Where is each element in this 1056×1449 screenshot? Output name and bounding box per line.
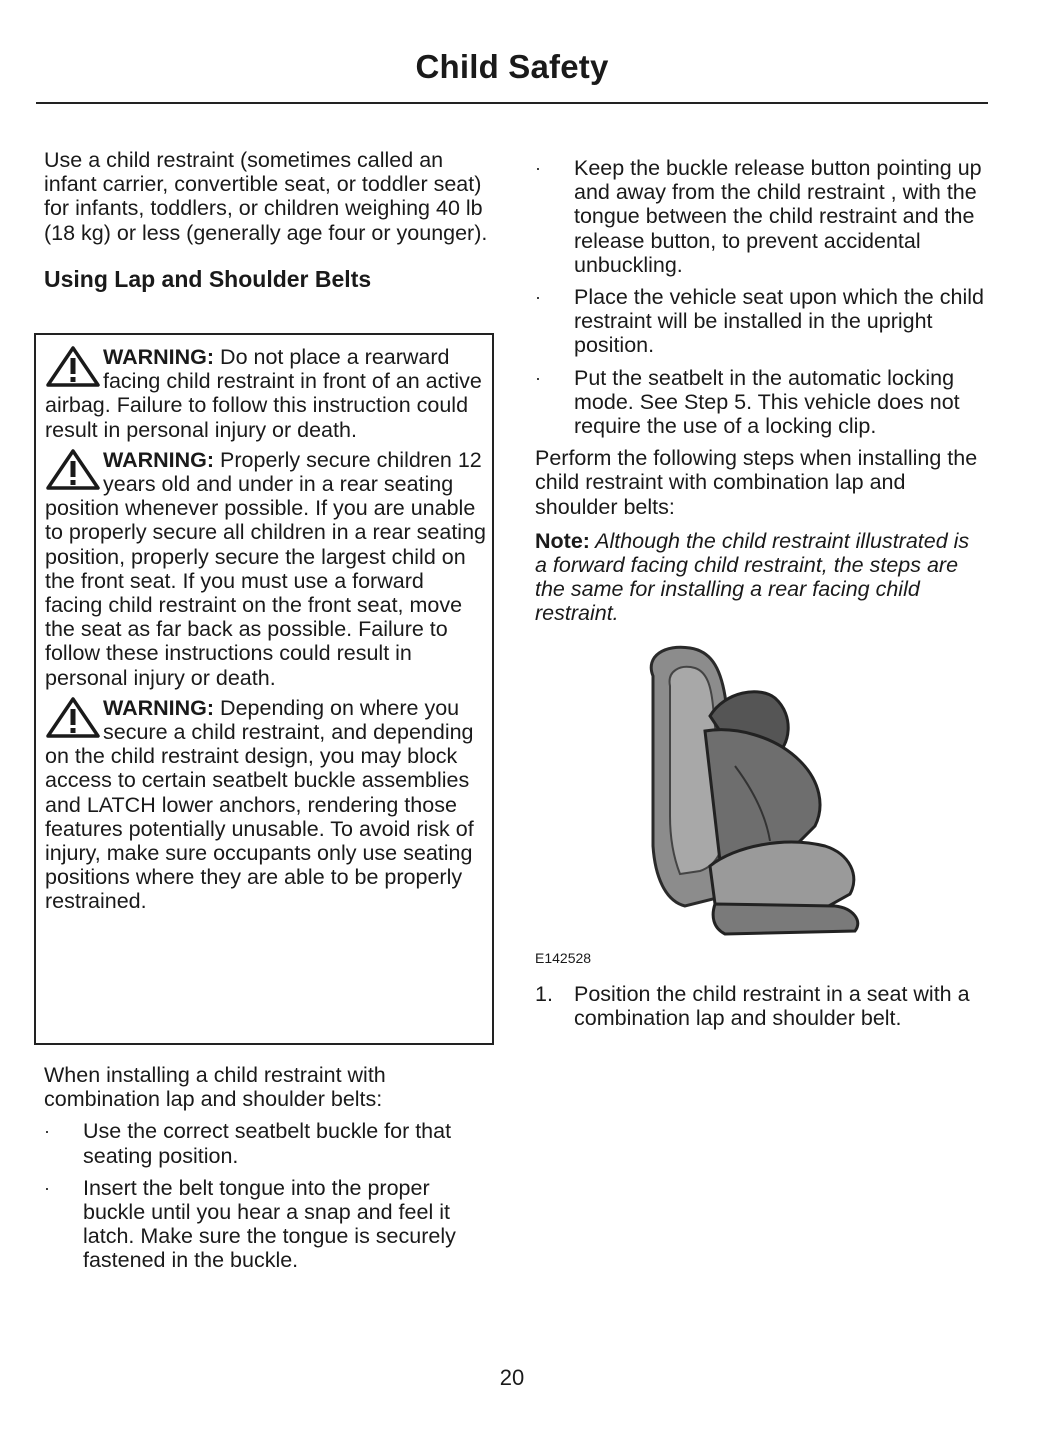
warning-text: Properly secure children 12 years old and under in a rear seating position whenever possible. If you are unable to properly secure all children in a rear seating position, properly secure the largest child on the front seat. If you must use a forward facing child restraint on the front seat, move the seat as far back as possible. Failure to follow these instructions could result in personal injury or death.: [45, 447, 486, 690]
bullet-dot: ·: [44, 1121, 50, 1142]
header-rule: [36, 102, 988, 104]
note-label: Note:: [535, 528, 590, 553]
warning-label: WARNING:: [103, 345, 215, 369]
step-number: 1.: [535, 981, 553, 1006]
install-intro: When installing a child restraint with combination lap and shoulder belts:: [44, 1063, 386, 1112]
install-bullet-list: [44, 1119, 494, 1272]
page-title: Child Safety: [415, 48, 609, 85]
warning-triangle-icon: [45, 345, 101, 389]
list-item: [535, 156, 985, 277]
warning-item: [45, 345, 486, 442]
warning-box: [34, 333, 494, 1045]
bullet-dot: ·: [535, 367, 541, 388]
note-text: Although the child restraint illustrated is a forward facing child restraint, the steps are the same for installing a rear facing child restraint.: [535, 528, 970, 626]
bullet-dot: ·: [535, 287, 541, 308]
right-bullet-list: [535, 156, 985, 438]
warning-item: [45, 696, 486, 914]
list-item: [44, 1176, 494, 1273]
list-item-text: Place the vehicle seat upon which the child restraint will be installed in the upright position.: [574, 285, 984, 358]
warning-text: Depending on where you secure a child restraint, and depending on the child restraint design, you may block access to certain seatbelt buckle assemblies and LATCH lower anchors, rendering those features potentially unusable. To avoid risk of injury, make sure occupants only use seating positions where they are able to be properly restrained.: [45, 695, 474, 914]
bullet-dot: ·: [44, 1177, 50, 1198]
section-heading: Using Lap and Shoulder Belts: [44, 265, 372, 292]
steps-list: [535, 982, 985, 1030]
bullet-dot: ·: [535, 158, 541, 178]
installation-section: [44, 1063, 494, 1281]
figure-code: E142528: [535, 949, 592, 966]
child-seat-figure: [535, 636, 985, 966]
note-paragraph: [535, 529, 985, 626]
warning-text: Do not place a rearward facing child restraint in front of an active airbag. Failure to follow this instruction could result in personal injury or death.: [45, 345, 482, 442]
warning-label: WARNING:: [103, 447, 215, 472]
list-item: [535, 285, 985, 358]
right-column: [535, 148, 985, 1030]
list-item-text: Keep the buckle release button pointing up and away from the child restraint , with the tongue between the child restraint and the release button, to prevent accidental unbuckling.: [574, 156, 982, 277]
intro-paragraph: Use a child restraint (sometimes called an infant carrier, convertible seat, or toddler seat) for infants, toddlers, or children weighing 40 lb (18 kg) or less (generally age four or younger).: [44, 148, 488, 245]
left-column: [44, 148, 494, 313]
step-text: Position the child restraint in a seat with a combination lap and shoulder belt.: [574, 981, 970, 1030]
warning-item: [45, 448, 486, 690]
list-item: [535, 366, 985, 439]
list-item-text: Put the seatbelt in the automatic locking mode. See Step 5. This vehicle does not require the use of a locking clip.: [574, 365, 960, 439]
warning-triangle-icon: [45, 696, 101, 740]
warning-label: WARNING:: [103, 695, 215, 720]
list-item: [535, 982, 985, 1030]
steps-intro: Perform the following steps when installing the child restraint with combination lap and shoulder belts:: [535, 446, 978, 519]
list-item-text: Use the correct seatbelt buckle for that seating position.: [83, 1119, 452, 1168]
warning-triangle-icon: [45, 448, 101, 492]
child-restraint-illustration: [535, 636, 985, 936]
list-item-text: Insert the belt tongue into the proper buckle until you hear a snap and feel it latch. Make sure the tongue is securely fastened in the buckle.: [83, 1175, 456, 1273]
list-item: [44, 1119, 494, 1167]
page-number: 20: [499, 1365, 525, 1390]
